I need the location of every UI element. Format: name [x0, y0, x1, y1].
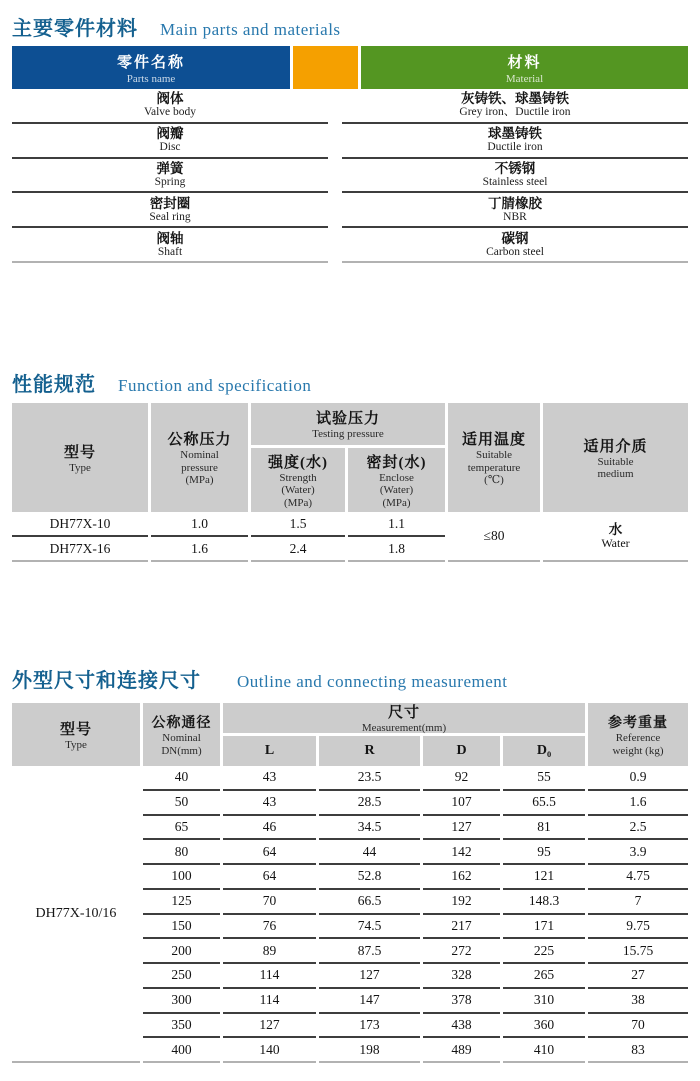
outline-size-header	[223, 703, 585, 733]
r-cell: 23.5	[319, 766, 420, 791]
spec-row1-enclose: 1.1	[348, 512, 445, 537]
parts-name-en: Parts name	[126, 72, 176, 85]
spec-row2-enclose: 1.8	[348, 537, 445, 562]
parts-table-row	[12, 124, 688, 159]
spec-nominal-header	[151, 403, 248, 512]
outline-type-header	[12, 703, 140, 766]
dn-cell: 125	[143, 890, 220, 915]
weight-cell: 27	[588, 964, 688, 989]
r-cell: 127	[319, 964, 420, 989]
outline-table-body	[12, 766, 688, 1063]
r-cell: 28.5	[319, 791, 420, 816]
part-name-zh: 弹簧	[156, 160, 184, 176]
outline-weight-header	[588, 703, 688, 766]
spec-row1-type: DH77X-10	[12, 512, 148, 537]
part-name-zh: 阀体	[156, 91, 184, 107]
dn-cell: 40	[143, 766, 220, 791]
spec-row2-type: DH77X-16	[12, 537, 148, 562]
material-name-en: Carbon steel	[486, 245, 544, 258]
outline-type-en: Type	[65, 738, 87, 751]
material-name-en: Stainless steel	[482, 175, 548, 188]
d-cell: 127	[423, 816, 500, 841]
parts-table-row	[12, 89, 688, 124]
material-name-zh: 不锈钢	[494, 160, 536, 176]
dn-cell: 50	[143, 791, 220, 816]
d-cell: 438	[423, 1014, 500, 1039]
parts-table-header	[12, 46, 688, 89]
dn-cell: 250	[143, 964, 220, 989]
part-name-en: Shaft	[157, 245, 183, 258]
d0-cell: 95	[503, 840, 585, 865]
spec-strength-en2: (Water)	[281, 484, 315, 497]
l-cell: 127	[223, 1014, 316, 1039]
dn-cell: 150	[143, 915, 220, 940]
spec-row1-strength: 1.5	[251, 512, 345, 537]
material-cell	[342, 159, 688, 194]
outline-dn-en1: Nominal	[162, 732, 201, 744]
parts-table-body	[12, 89, 688, 263]
part-name-en: Spring	[154, 175, 186, 188]
spec-testing-zh: 试验压力	[315, 411, 380, 428]
r-cell: 198	[319, 1038, 420, 1063]
section2-title-zh: 性能规范	[12, 374, 96, 396]
outline-dn-zh: 公称通径	[151, 716, 212, 731]
outline-type-zh: 型号	[59, 721, 92, 738]
material-zh: 材料	[507, 54, 542, 71]
part-name-zh: 密封圈	[149, 195, 191, 211]
d-cell: 162	[423, 865, 500, 890]
dn-cell: 300	[143, 989, 220, 1014]
material-cell	[342, 89, 688, 124]
outline-size-zh: 尺寸	[387, 705, 420, 722]
spec-medium-header	[543, 403, 688, 512]
d-cell: 92	[423, 766, 500, 791]
r-cell: 44	[319, 840, 420, 865]
d-cell: 489	[423, 1038, 500, 1063]
d0-cell: 360	[503, 1014, 585, 1039]
spec-strength-unit: (MPa)	[283, 496, 313, 509]
spec-testing-header	[251, 403, 445, 445]
spec-enclose-header	[348, 448, 445, 512]
weight-cell: 38	[588, 989, 688, 1014]
spec-medium-value-zh: 水	[608, 521, 623, 537]
section1-title	[12, 12, 341, 41]
d0-cell: 171	[503, 915, 585, 940]
l-cell: 43	[223, 791, 316, 816]
l-cell: 76	[223, 915, 316, 940]
material-name-zh: 碳钢	[501, 230, 529, 246]
spec-strength-zh: 强度(水)	[268, 454, 328, 471]
l-cell: 64	[223, 840, 316, 865]
spec-type-zh: 型号	[63, 444, 96, 461]
section1-title-zh: 主要零件材料	[12, 18, 138, 40]
weight-cell: 4.75	[588, 865, 688, 890]
r-cell: 34.5	[319, 816, 420, 841]
material-name-zh: 灰铸铁、球墨铸铁	[461, 91, 569, 107]
spec-nominal-zh: 公称压力	[167, 432, 232, 449]
d-cell: 217	[423, 915, 500, 940]
spec-temp-zh: 适用温度	[461, 432, 526, 449]
part-name-zh: 阀轴	[156, 230, 184, 246]
spec-enclose-zh: 密封(水)	[366, 454, 427, 471]
d0-cell: 410	[503, 1038, 585, 1063]
l-cell: 46	[223, 816, 316, 841]
parts-table-row	[12, 228, 688, 263]
d-cell: 107	[423, 791, 500, 816]
parts-name-header-cell	[12, 46, 290, 89]
outline-dn-en2: DN(mm)	[161, 744, 202, 757]
outline-col-r-header: R	[319, 736, 420, 766]
spec-medium-value-en: Water	[601, 535, 630, 550]
spec-enclose-unit: (MPa)	[382, 496, 411, 509]
outline-type-value: DH77X-10/16	[12, 766, 140, 1063]
material-name-en: NBR	[503, 210, 527, 223]
outline-dn-header	[143, 703, 220, 766]
weight-cell: 70	[588, 1014, 688, 1039]
weight-cell: 2.5	[588, 816, 688, 841]
spec-testing-en: Testing pressure	[312, 428, 384, 441]
d0-cell: 265	[503, 964, 585, 989]
weight-cell: 9.75	[588, 915, 688, 940]
section2-title-en: Function and specification	[118, 376, 312, 395]
l-cell: 140	[223, 1038, 316, 1063]
material-en: Material	[505, 72, 544, 85]
parts-name-zh: 零件名称	[116, 54, 185, 71]
material-cell	[342, 193, 688, 228]
spec-table-header	[12, 403, 688, 512]
dn-cell: 350	[143, 1014, 220, 1039]
weight-cell: 7	[588, 890, 688, 915]
spec-row2-strength: 2.4	[251, 537, 345, 562]
d-cell: 272	[423, 939, 500, 964]
spec-temperature-value: ≤80	[448, 512, 540, 562]
spec-temp-en2: temperature	[467, 461, 521, 474]
material-name-zh: 球墨铸铁	[488, 126, 542, 142]
d0-cell: 81	[503, 816, 585, 841]
part-name-cell	[12, 193, 328, 228]
part-name-cell	[12, 159, 328, 194]
material-cell	[342, 124, 688, 159]
dn-cell: 400	[143, 1038, 220, 1063]
weight-cell: 15.75	[588, 939, 688, 964]
spec-type-header	[12, 403, 148, 512]
spec-nominal-en1: Nominal	[180, 449, 219, 462]
spec-strength-header	[251, 448, 345, 512]
outline-col-d-header: D	[423, 736, 500, 766]
l-cell: 114	[223, 989, 316, 1014]
weight-cell: 0.9	[588, 766, 688, 791]
material-header-cell	[361, 46, 688, 89]
part-name-zh: 阀瓣	[156, 126, 184, 142]
weight-cell: 3.9	[588, 840, 688, 865]
outline-size-en: Measurement(mm)	[361, 722, 447, 735]
spec-medium-zh: 适用介质	[583, 438, 648, 455]
outline-weight-zh: 参考重量	[608, 716, 668, 731]
spec-row2-nominal: 1.6	[151, 537, 248, 562]
spec-medium-en1: Suitable	[597, 455, 634, 468]
spec-strength-en1: Strength	[279, 471, 317, 484]
section2-title	[12, 368, 311, 397]
l-cell: 89	[223, 939, 316, 964]
spec-nominal-en2: pressure	[181, 461, 218, 474]
material-cell	[342, 228, 688, 263]
d0-cell: 225	[503, 939, 585, 964]
l-cell: 114	[223, 964, 316, 989]
dn-cell: 100	[143, 865, 220, 890]
d0-cell: 121	[503, 865, 585, 890]
d0-cell: 55	[503, 766, 585, 791]
l-cell: 43	[223, 766, 316, 791]
dn-cell: 200	[143, 939, 220, 964]
material-name-en: Grey iron、Ductile iron	[459, 106, 571, 119]
outline-table-header	[12, 703, 688, 766]
d-cell: 192	[423, 890, 500, 915]
material-name-en: Ductile iron	[487, 141, 543, 154]
section1-title-en: Main parts and materials	[160, 20, 341, 39]
spec-temp-unit: (℃)	[484, 474, 504, 487]
outline-col-l-header: L	[223, 736, 316, 766]
r-cell: 52.8	[319, 865, 420, 890]
d0-cell: 310	[503, 989, 585, 1014]
parts-table-row	[12, 193, 688, 228]
section3-title-zh: 外型尺寸和连接尺寸	[12, 670, 201, 692]
part-name-cell	[12, 124, 328, 159]
r-cell: 173	[319, 1014, 420, 1039]
section3-title	[12, 664, 508, 693]
l-cell: 70	[223, 890, 316, 915]
r-cell: 74.5	[319, 915, 420, 940]
spec-type-en: Type	[69, 461, 91, 474]
outline-col-d0-header: D₀	[503, 736, 585, 766]
l-cell: 64	[223, 865, 316, 890]
r-cell: 147	[319, 989, 420, 1014]
spec-table-body	[12, 512, 688, 562]
outline-weight-en2: weight (kg)	[612, 744, 664, 757]
d-cell: 328	[423, 964, 500, 989]
spec-row1-nominal: 1.0	[151, 512, 248, 537]
header-orange-spacer	[293, 46, 358, 89]
d0-cell: 65.5	[503, 791, 585, 816]
dn-cell: 80	[143, 840, 220, 865]
weight-cell: 1.6	[588, 791, 688, 816]
part-name-en: Disc	[159, 141, 181, 154]
spec-temp-en1: Suitable	[475, 449, 513, 462]
spec-medium-value	[543, 512, 688, 562]
part-name-cell	[12, 89, 328, 124]
part-name-en: Seal ring	[149, 210, 191, 223]
r-cell: 66.5	[319, 890, 420, 915]
d0-cell: 148.3	[503, 890, 585, 915]
part-name-en: Valve body	[143, 106, 197, 119]
spec-temperature-header	[448, 403, 540, 512]
parts-table-row	[12, 159, 688, 194]
spec-enclose-en2: (Water)	[379, 484, 414, 497]
r-cell: 87.5	[319, 939, 420, 964]
dn-cell: 65	[143, 816, 220, 841]
part-name-cell	[12, 228, 328, 263]
d-cell: 378	[423, 989, 500, 1014]
spec-nominal-unit: (MPa)	[185, 474, 214, 487]
spec-medium-en2: medium	[597, 468, 634, 480]
weight-cell: 83	[588, 1038, 688, 1063]
outline-weight-en1: Reference	[615, 732, 661, 744]
section3-title-en: Outline and connecting measurement	[237, 672, 508, 691]
spec-enclose-en1: Enclose	[379, 471, 414, 484]
d-cell: 142	[423, 840, 500, 865]
material-name-zh: 丁腈橡胶	[488, 195, 542, 211]
